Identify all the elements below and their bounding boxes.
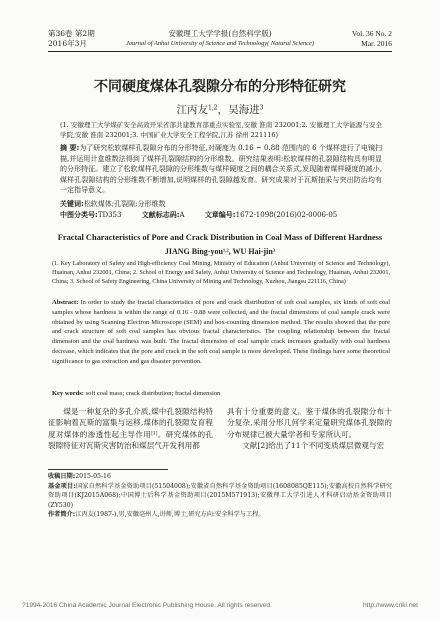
- journal-vol-no: Vol. 36 No. 2: [351, 29, 392, 38]
- keywords-text-cn: 松软煤体;孔裂隙;分形维数: [83, 200, 166, 208]
- authors-en: [0, 246, 440, 257]
- document-code: [142, 210, 185, 220]
- affiliation-cn: (1. 安徽理工大学煤矿安全高效开采省部共建教育部重点实验室,安徽 淮南 232001;2. 安徽理工大学能源与安全学院,安徽 淮南 232001;3. 中国矿业大学安全工程学院,江苏 徐州 221116): [60, 121, 382, 139]
- abstract-en: [52, 298, 390, 367]
- footer-url: http://www.cnki.net: [363, 602, 418, 609]
- clc-value: TD353: [97, 211, 122, 219]
- author-affiliation-sup: 1,2: [222, 248, 229, 254]
- article-number-label: 文章编号:: [204, 211, 236, 219]
- clc-number: [60, 210, 121, 220]
- footnotes: [48, 472, 392, 520]
- footnote-text: 国家自然科学基金资助项目(51504008);安徽省自然科学基金资助项目(1608085QE115);安徽高校自然科学研究资助项目(KJ2015A068);中国博士后科学基金资助项目(2015M571913);安徽理工大学引进人才科研启动基金资助项目(ZY530): [48, 482, 392, 509]
- footnote-funding: [48, 482, 392, 511]
- document-code-value: A: [179, 211, 185, 219]
- keywords-en: [52, 389, 390, 399]
- footnote-author-bio: [48, 510, 392, 520]
- author-name: JIANG Bing-you: [164, 247, 223, 256]
- journal-date-en: Mar. 2016: [361, 39, 392, 48]
- header-rule: [48, 51, 392, 52]
- paper-title-en: Fractal Characteristics of Pore and Crack Distribution in Coal Mass of Different Hardness: [57, 233, 383, 242]
- footnote-received: [48, 472, 392, 482]
- author-affiliation-sup: 3: [272, 248, 276, 254]
- body-column-left: [48, 406, 213, 452]
- classification-line: [60, 210, 382, 220]
- author-separator: ，: [217, 104, 229, 116]
- footnote-label: 作者简介:: [48, 511, 76, 518]
- body-paragraph: [48, 406, 213, 452]
- document-code-label: 文献标志码:: [141, 211, 180, 219]
- journal-name-en: Journal of Anhui University of Science and Technology( Natural Science): [126, 40, 314, 47]
- author-name: 江丙友: [176, 104, 208, 116]
- journal-name-cn: 安徽理工大学学报(自然科学版): [168, 29, 272, 38]
- author-name: WU Hai-jin: [232, 247, 273, 256]
- journal-date-cn: 2016年3月: [48, 39, 87, 48]
- footnote-text: 江丙友(1987-),男,安徽亳州人,讲师,博士,研究方向:安全科学与工程。: [75, 511, 265, 518]
- journal-vol-block: [352, 29, 392, 49]
- page-footer: [22, 601, 418, 610]
- body-text: 煤是一种复杂的多孔介质,煤中孔裂隙结构特征影响着瓦斯的富集与运移,煤体的孔裂隙发育程度对煤体的渗透性起主导作用: [48, 407, 213, 439]
- author-affiliation-sup: 1,2: [207, 104, 218, 112]
- abstract-text-cn: 为了研究松软煤样孔裂隙分布的分形特征,对硬度为 0.16 ~ 0.88 范围内的 6 个煤样进行了电镜扫描,并运用计盒维数法得到了煤样孔裂隙结构的分形维数。研究结果表明:松软煤样的孔裂隙结构具有明显的分形特征。建立了松软煤样孔裂隙的分形维数与煤样硬度之间的耦合关系式,发现随着煤样硬度的减小,煤样孔裂隙结构的分形维数不断增加,说明煤样的孔裂隙越发育。研究成果对于瓦斯抽采与突出防治均有一定指导意义。: [60, 144, 382, 195]
- author-separator: ,: [228, 247, 233, 256]
- abstract-cn: [60, 143, 382, 196]
- body-paragraph: 具有十分重要的意义。鉴于煤体的孔裂隙分布十分复杂,采用分形几何学来定量研究煤体孔裂隙的分布规律已被大量学者和专家所认可。: [227, 407, 392, 439]
- author-affiliation-sup: 3: [259, 104, 264, 112]
- citation-ref: [1]: [151, 431, 158, 437]
- clc-label: 中图分类号:: [60, 211, 98, 219]
- article-number: [205, 210, 337, 220]
- keywords-text-en: soft coal mass; crack distribution; fractal dimension: [83, 390, 221, 397]
- journal-name-block: [90, 29, 350, 49]
- footnote-rule: [48, 469, 168, 470]
- body-text: 。研究煤体的孔裂隙特征对瓦斯灾害防治和煤层气开发利用都: [48, 429, 214, 451]
- paper-title-cn: 不同硬度煤体孔裂隙分布的分形特征研究: [94, 79, 346, 95]
- author-name: 吴海进: [228, 104, 260, 116]
- journal-issue-block: [48, 29, 95, 49]
- body-column-right: [227, 406, 392, 452]
- keywords-label-en: Key words:: [52, 390, 84, 397]
- copyright-notice: ?1994-2016 China Academic Journal Electronic Publishing House. All rights reserved.: [22, 602, 272, 609]
- abstract-label-en: Abstract:: [52, 299, 79, 306]
- journal-volume-issue: 第36卷 第2期: [48, 29, 95, 38]
- keywords-label-cn: 关键词:: [60, 200, 84, 208]
- abstract-label-cn: 摘 要:: [60, 144, 80, 152]
- keywords-cn: [60, 199, 382, 209]
- abstract-text-en: In order to study the fractal characteristics of pore and crack distribution of soft coal samples, six kinds of soft coal samples whose hardness is within the range of 0.16 - 0.88 were collected, and the fractal dimensions of coal sample crack were obtained by using Scanning Electron Microscope (SEM) and box-counting dimension method. The results showed that the pore and crack structure of soft coal samples has obvious fractal characteristics. The coupling relationship between the fractal dimension and the coal hardness was built. The fractal dimension of coal sample crack increases gradually with coal hardness decrease, which indicates that the pore and crack in the soft coal sample is more developed. These findings have some theoretical significance to gas extraction and gas disaster prevention.: [52, 299, 390, 365]
- footnote-text: 2015-05-16: [75, 473, 111, 480]
- footnote-label: 基金项目:: [48, 482, 76, 490]
- article-number-value: 1672-1098(2016)02-0006-05: [235, 211, 338, 219]
- affiliation-en: (1. Key Laboratory of Safety and High-efficiency Coal Mining, Ministry of Education (Anhui University of Science and Technology), Huainan, Anhui 232001, China; 2. School of Energy and Safety, Anhui University of Science and Technology, Huainan, Anhui 232001, China; 3. School of Safety Engineering, China University of Mining and Technology, Xuzhou, Jiangsu 221116, China): [52, 260, 390, 285]
- footnote-label: 收稿日期:: [48, 473, 76, 480]
- authors-cn: [0, 103, 440, 117]
- body-paragraph: 文献[2]给出了11个不同变质煤层微观与宏: [242, 441, 385, 451]
